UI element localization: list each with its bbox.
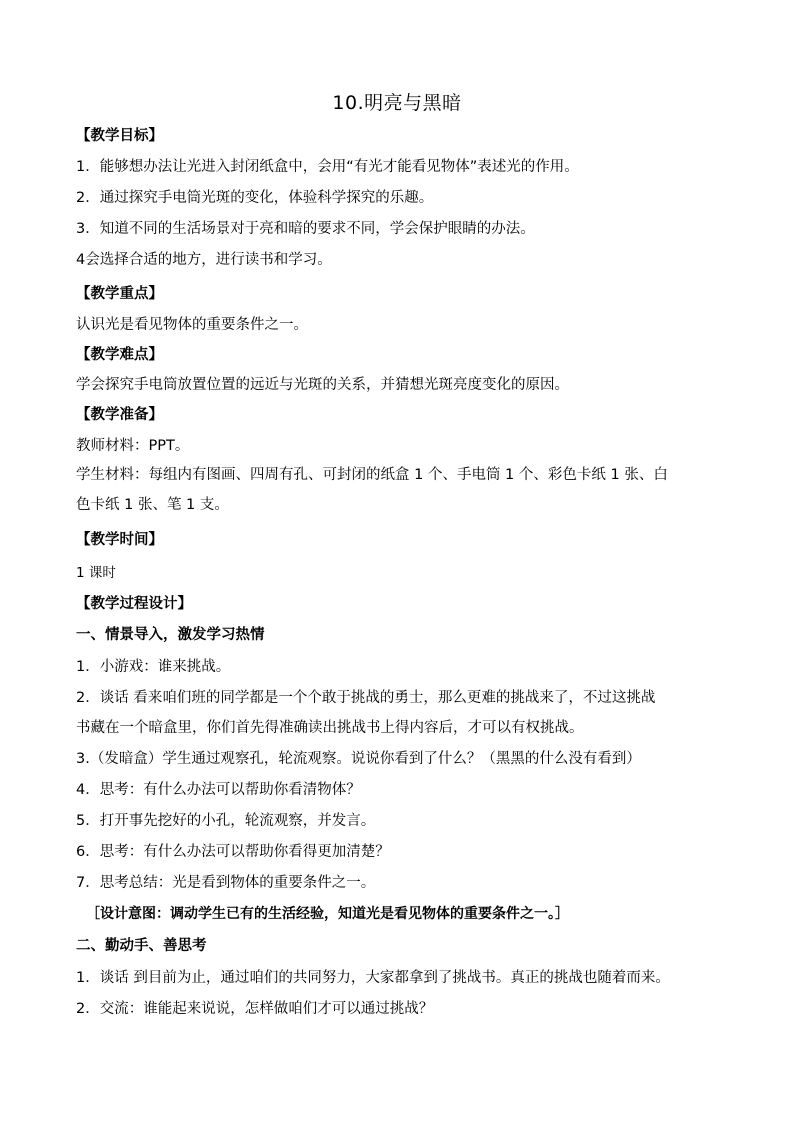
heading-objectives: 【教学目标】 [76, 128, 163, 144]
difficulty-text: 学会探究手电筒放置位置的远近与光斑的关系，并猜想光斑亮度变化的原因。 [76, 377, 569, 393]
part1-step-7: 7．思考总结：光是看到物体的重要条件之一。 [76, 875, 376, 891]
heading-key-points: 【教学重点】 [76, 286, 163, 302]
part1-step-2-cont: 书藏在一个暗盒里，你们首先得准确读出挑战书上得内容后，才可以有权挑战。 [76, 720, 584, 736]
page-title: 10.明亮与黑暗 [332, 92, 462, 114]
student-materials-line1: 学生材料：每组内有图画、四周有孔、可封闭的纸盒 1 个、手电筒 1 个、彩色卡纸 1 张、白 [76, 467, 668, 483]
objective-2: 2．通过探究手电筒光斑的变化，体验科学探究的乐趣。 [76, 190, 434, 206]
part2-heading: 二、勤动手、善思考 [76, 938, 207, 954]
part1-step-6: 6．思考：有什么办法可以帮助你看得更加清楚？ [76, 844, 390, 860]
student-materials-line2: 色卡纸 1 张、笔 1 支。 [76, 497, 229, 513]
heading-preparation: 【教学准备】 [76, 407, 163, 423]
objective-1: 1．能够想办法让光进入封闭纸盒中，会用“有光才能看见物体”表述光的作用。 [76, 159, 579, 175]
part2-step-1: 1．谈话 到目前为止，通过咱们的共同努力，大家都拿到了挑战书。真正的挑战也随着而来。 [76, 970, 670, 986]
part1-step-3: 3.（发暗盒）学生通过观察孔，轮流观察。说说你看到了什么？（黑黑的什么没有看到） [76, 751, 641, 767]
heading-difficulties: 【教学难点】 [76, 347, 163, 363]
objective-4: 4会选择合适的地方，进行读书和学习。 [76, 252, 332, 268]
part1-heading: 一、情景导入，激发学习热情 [76, 627, 265, 643]
heading-time: 【教学时间】 [76, 532, 163, 548]
teacher-materials: 教师材料：PPT。 [76, 438, 190, 454]
part1-step-2: 2．谈话 看来咱们班的同学都是一个个敢于挑战的勇士，那么更难的挑战来了，不过这挑战 [76, 690, 656, 706]
part1-step-5: 5．打开事先挖好的小孔，轮流观察，并发言。 [76, 813, 376, 829]
key-point-text: 认识光是看见物体的重要条件之一。 [76, 317, 308, 333]
heading-process: 【教学过程设计】 [76, 596, 192, 612]
time-text: 1 课时 [76, 565, 116, 581]
part1-step-1: 1．小游戏：谁来挑战。 [76, 659, 231, 675]
objective-3: 3．知道不同的生活场景对于亮和暗的要求不同，学会保护眼睛的办法。 [76, 221, 535, 237]
design-note: ［设计意图：调动学生已有的生活经验，知道光是看见物体的重要条件之一。］ [86, 906, 569, 922]
part2-step-2: 2．交流：谁能起来说说，怎样做咱们才可以通过挑战？ [76, 1001, 434, 1017]
part1-step-4: 4．思考：有什么办法可以帮助你看清物体？ [76, 782, 361, 798]
